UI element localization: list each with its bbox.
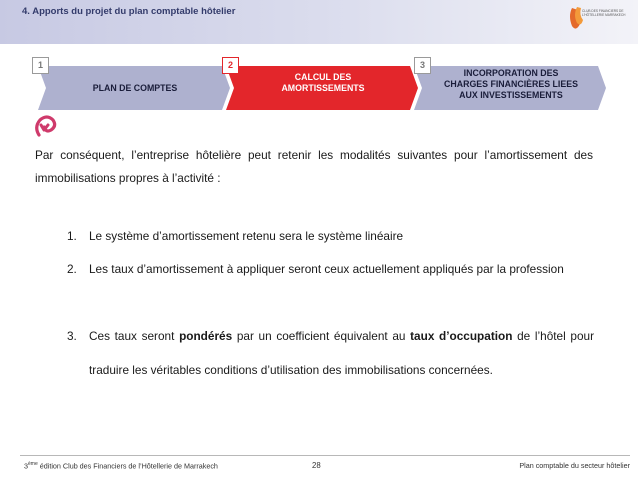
section-title: 4. Apports du projet du plan comptable hôtelier <box>22 6 236 17</box>
steps-arrow-bar <box>0 0 638 120</box>
swirl-arrow-icon <box>31 113 59 141</box>
list-number: 3. <box>67 329 77 343</box>
list-text: Le système d’amortissement retenu sera le système linéaire <box>89 229 404 243</box>
bold-term: taux d’occupation <box>410 329 513 343</box>
footer-edition: 3ème édition Club des Financiers de l’Hôtellerie de Marrakech <box>24 461 218 471</box>
intro-paragraph: Par conséquent, l’entreprise hôtelière peut retenir les modalités suivantes pour l’amortissement des immobilisations propres à l’activité : <box>35 148 593 185</box>
logo-text: CLUB DES FINANCIERS DE L'HÔTELLERIE MARRAKECH <box>582 9 626 17</box>
step-1-number: 1 <box>32 57 49 74</box>
list-text: Les taux d’amortissement à appliquer seront ceux actuellement appliqués par la profession <box>89 262 564 276</box>
step-2-label: CALCUL DES AMORTISSEMENTS <box>281 72 365 93</box>
step-3-number: 3 <box>414 57 431 74</box>
list-number: 2. <box>67 262 77 276</box>
list-text: Ces taux seront pondérés par un coefficient équivalent au taux d’occupation de l’hôtel pour traduire les véritables conditions d’utilisation des immobilisations concernées. <box>89 329 594 377</box>
bold-term: pondérés <box>179 329 233 343</box>
step-3-label: INCORPORATION DES CHARGES FINANCIÈRES LIEES AUX INVESTISSEMENTS <box>444 68 578 100</box>
page-number: 28 <box>312 461 321 470</box>
list-number: 1. <box>67 229 77 243</box>
footer-divider <box>20 455 630 456</box>
footer-document-title: Plan comptable du secteur hôtelier <box>519 461 630 470</box>
step-1-label: PLAN DE COMPTES <box>92 83 178 93</box>
step-2-number: 2 <box>222 57 239 74</box>
